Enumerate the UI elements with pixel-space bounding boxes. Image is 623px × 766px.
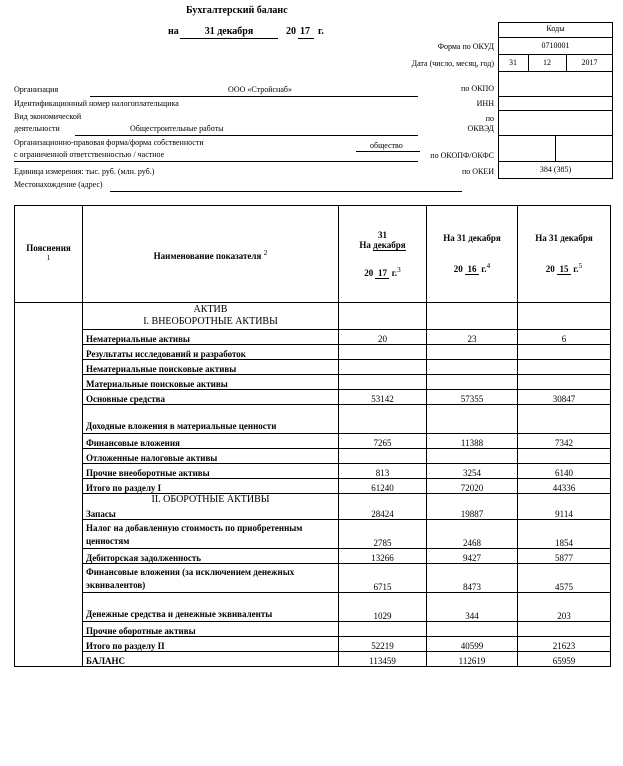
- legal-form-label-1: Организационно-правовая форма/форма собственности: [14, 138, 204, 147]
- okud-value: 0710001: [541, 41, 570, 50]
- activity-value: Общестроительные работы: [130, 124, 224, 133]
- date-on-label: на: [168, 26, 179, 37]
- table-row: Денежные средства и денежные эквиваленты 1029 344 203: [15, 593, 611, 622]
- activity-label-2: деятельности: [14, 124, 60, 133]
- table-row: Основные средства 53142 57355 30847: [15, 389, 611, 404]
- date-month-value: 12: [543, 58, 551, 67]
- section2-title: II. ОБОРОТНЫЕ АКТИВЫ: [83, 493, 339, 505]
- section1-title-row: [15, 303, 611, 330]
- unit-label: Единица измерения: тыс. руб. (млн. руб.): [14, 167, 155, 176]
- table-row: Доходные вложения в материальные ценности: [15, 404, 611, 433]
- okpo-label: по ОКПО: [461, 84, 494, 93]
- document-title: Бухгалтерский баланс: [186, 5, 288, 16]
- okopf-label: по ОКОПФ/ОКФС: [430, 151, 494, 160]
- report-year-prefix: 20: [286, 26, 296, 37]
- section1-title: I. ВНЕОБОРОТНЫЕ АКТИВЫ: [143, 315, 278, 327]
- date-day-value: 31: [509, 58, 517, 67]
- col-year2-header: На 31 декабря 20 16 г.$^4$: [427, 206, 518, 303]
- table-row: Материальные поисковые активы: [15, 374, 611, 389]
- col-year3-header: На 31 декабря 20 15 г.$^5$: [518, 206, 611, 303]
- okei-value: 384 (385): [539, 165, 572, 174]
- balance-table: [14, 205, 611, 667]
- date-label: Дата (число, месяц, год): [411, 59, 494, 68]
- inn-label: ИНН: [476, 99, 494, 108]
- table-row: Финансовые вложения 7265 11388 7342: [15, 433, 611, 448]
- report-year: 17: [300, 26, 310, 37]
- table-row: Отложенные налоговые активы: [15, 448, 611, 463]
- table-header-row: [15, 206, 611, 303]
- table-row: Нематериальные активы 20 23 6: [15, 329, 611, 344]
- report-year-suffix: г.: [318, 26, 324, 37]
- okved-po-label: по: [485, 114, 494, 123]
- org-label: Организация: [14, 85, 59, 94]
- col-year1-header: 31 На декабря 20 17 г.$^3$: [339, 206, 427, 303]
- table-row: Налог на добавленную стоимость по приобретенным ценностям 2785 2468 1854: [15, 520, 611, 549]
- table-row: Нематериальные поисковые активы: [15, 359, 611, 374]
- activity-label-1: Вид экономической: [14, 112, 82, 121]
- okei-label: по ОКЕИ: [461, 167, 494, 176]
- table-row: Дебиторская задолженность 13266 9427 5877: [15, 549, 611, 564]
- table-row: Прочие внеоборотные активы 813 3254 6140: [15, 463, 611, 478]
- report-date: 31 декабря: [204, 26, 254, 37]
- inn-full-label: Идентификационный номер налогоплательщика: [14, 99, 179, 108]
- asset-title: АКТИВ: [193, 303, 228, 315]
- org-value: ООО «Стройснаб»: [228, 85, 292, 94]
- table-row: Итого по разделу I 61240 72020 44336: [15, 478, 611, 493]
- table-row: Результаты исследований и разработок: [15, 344, 611, 359]
- legal-form-value: общество: [370, 141, 403, 150]
- codes-header: Коды: [546, 24, 565, 33]
- table-row: Запасы 28424 19887 9114: [15, 505, 611, 520]
- legal-form-label-2: с ограниченной ответственностью / частное: [14, 150, 165, 159]
- address-label: Местонахождение (адрес): [14, 180, 103, 189]
- table-row: Финансовые вложения (за исключением денежных эквивалентов) 6715 8473 4575: [15, 564, 611, 593]
- table-row: Итого по разделу II 52219 40599 21623: [15, 637, 611, 652]
- okved-label: ОКВЭД: [467, 124, 494, 133]
- date-year-value: 2017: [581, 58, 598, 67]
- table-row: БАЛАНС 113459 112619 65959: [15, 652, 611, 667]
- section2-title-row: [15, 493, 611, 505]
- col-name-header: Наименование показателя $^2$: [83, 206, 339, 303]
- col-notes-header: Пояснения $^1$: [15, 206, 83, 303]
- okud-label: Форма по ОКУД: [437, 42, 494, 51]
- table-row: Прочие оборотные активы: [15, 622, 611, 637]
